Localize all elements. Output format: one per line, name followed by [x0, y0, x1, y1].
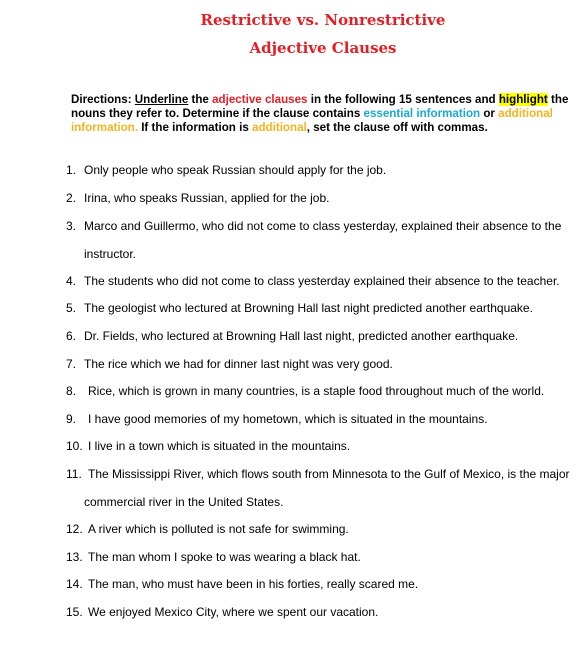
sentence-number: 7. [66, 357, 77, 371]
additional-information-term: additional information. [71, 107, 553, 134]
sentence-text: Irina, who speaks Russian, applied for the job. [84, 191, 330, 205]
sentence-text: I live in a town which is situated in the mountains. [88, 439, 351, 453]
directions-text-or: or [480, 107, 499, 120]
directions-paragraph [71, 93, 571, 135]
sentence-number: 3. [66, 219, 77, 233]
directions-text-if: If the information is [137, 121, 252, 134]
sentence-text: The man, who must have been in his forties, really scared me. [88, 577, 419, 591]
essential-information-term: essential information [363, 107, 481, 120]
sentence-continuation: instructor. [84, 247, 137, 261]
sentence-text: We enjoyed Mexico City, where we spent our vacation. [88, 605, 379, 619]
title-line-2: Adjective Clauses [249, 39, 397, 57]
sentence-continuation: commercial river in the United States. [84, 495, 284, 509]
sentence-text: The students who did not come to class yesterday explained their absence to the teacher. [84, 274, 560, 288]
sentence-number: 12. [66, 522, 83, 536]
sentence-text: Only people who speak Russian should apply for the job. [84, 163, 387, 177]
sentence-text: The rice which we had for dinner last night was very good. [84, 357, 393, 371]
title-line-1: Restrictive vs. Nonrestrictive [200, 11, 446, 29]
sentence-number: 10. [66, 439, 83, 453]
sentence-number: 9. [66, 412, 77, 426]
adjective-clauses-term: adjective clauses [212, 93, 308, 106]
sentence-text: I have good memories of my hometown, which is situated in the mountains. [88, 412, 488, 426]
underline-word: Underline [134, 93, 189, 106]
sentence-number: 13. [66, 550, 83, 564]
sentence-text: Marco and Guillermo, who did not come to class yesterday, explained their absence to the [84, 219, 562, 233]
sentence-number: 11. [66, 467, 82, 481]
directions-text-end: , set the clause off with commas. [306, 121, 488, 134]
sentence-text: Dr. Fields, who lectured at Browning Hall last night, predicted another earthquake. [84, 329, 519, 343]
sentence-text: A river which is polluted is not safe for swimming. [88, 522, 349, 536]
sentence-text: The Mississippi River, which flows south from Minnesota to the Gulf of Mexico, is the major [88, 467, 570, 481]
sentence-number: 2. [66, 191, 77, 205]
sentence-text: The man whom I spoke to was wearing a black hat. [88, 550, 361, 564]
sentence-number: 6. [66, 329, 77, 343]
highlight-word: highlight [498, 93, 548, 106]
directions-text-the: the [188, 93, 213, 106]
sentence-number: 8. [66, 384, 77, 398]
sentence-number: 14. [66, 577, 83, 591]
sentence-text: Rice, which is grown in many countries, is a staple food throughout much of the world. [88, 384, 545, 398]
directions-text-following: in the following 15 sentences and [307, 93, 499, 106]
sentence-number: 4. [66, 274, 77, 288]
sentence-number: 15. [66, 605, 83, 619]
sentence-number: 5. [66, 301, 77, 315]
directions-text-nouns: the nouns they refer to. Determine if the clause contains [71, 93, 569, 120]
directions-label: Directions: [71, 93, 132, 106]
additional-term: additional [252, 121, 307, 134]
sentence-number: 1. [66, 163, 77, 177]
sentence-text: The geologist who lectured at Browning Hall last night predicted another earthquake. [84, 301, 533, 315]
